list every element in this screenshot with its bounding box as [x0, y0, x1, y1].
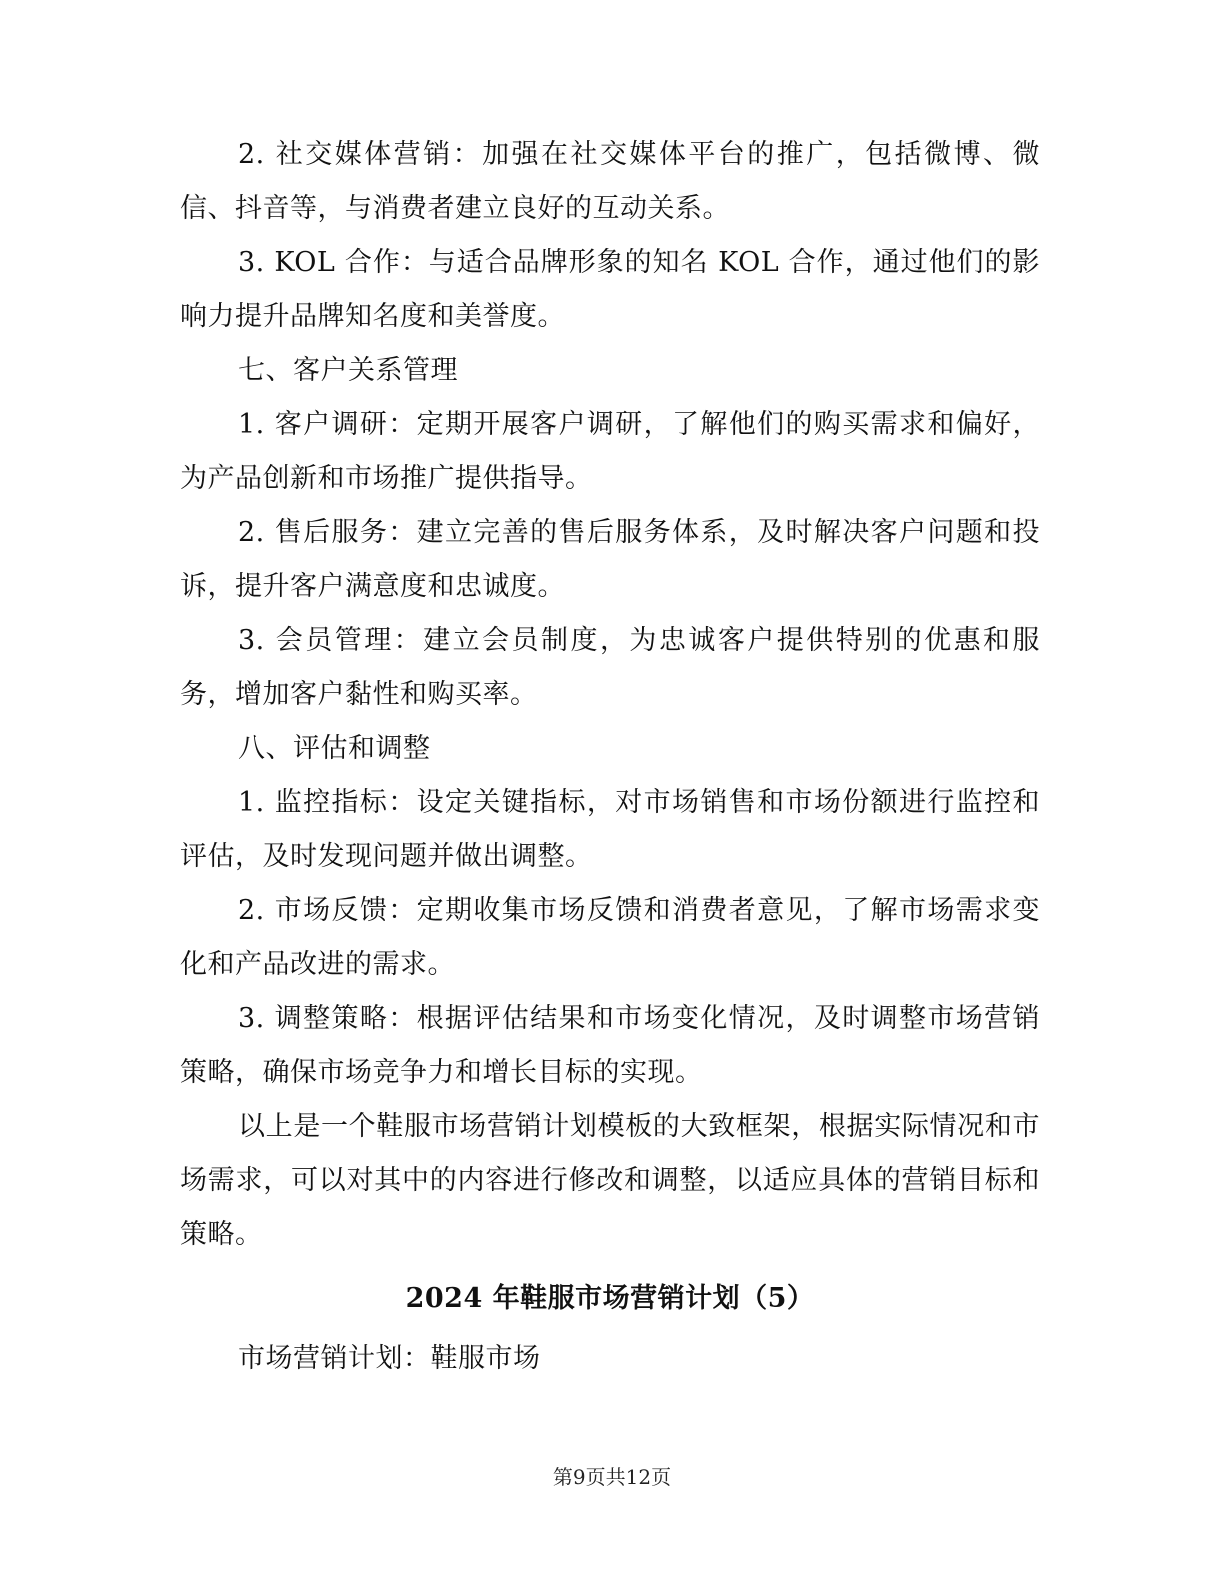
paragraph-social-media: 2. 社交媒体营销：加强在社交媒体平台的推广，包括微博、微信、抖音等，与消费者建立良好的互动关系。: [180, 139, 1040, 224]
section-subtitle: 市场营销计划：鞋服市场: [238, 1343, 541, 1374]
paragraph-monitoring: 1. 监控指标：设定关键指标，对市场销售和市场份额进行监控和评估，及时发现问题并做出调整。: [180, 787, 1040, 872]
page-number: 第9页共12页: [552, 1465, 672, 1489]
paragraph-customer-research: 1. 客户调研：定期开展客户调研，了解他们的购买需求和偏好，为产品创新和市场推广提供指导。: [180, 409, 1040, 494]
document-body: [180, 128, 1040, 1386]
paragraph-kol: 3. KOL 合作：与适合品牌形象的知名 KOL 合作，通过他们的影响力提升品牌知名度和美誉度。: [180, 247, 1040, 332]
paragraph-adjust-strategy: 3. 调整策略：根据评估结果和市场变化情况，及时调整市场营销策略，确保市场竞争力和增长目标的实现。: [180, 1003, 1040, 1088]
section-title: 2024 年鞋服市场营销计划（5）: [405, 1283, 815, 1314]
paragraph-feedback: 2. 市场反馈：定期收集市场反馈和消费者意见，了解市场需求变化和产品改进的需求。: [180, 895, 1040, 980]
paragraph-summary: 以上是一个鞋服市场营销计划模板的大致框架，根据实际情况和市场需求，可以对其中的内容进行修改和调整，以适应具体的营销目标和策略。: [180, 1111, 1040, 1250]
heading-customer-relations: 七、客户关系管理: [238, 355, 458, 386]
paragraph-after-sales: 2. 售后服务：建立完善的售后服务体系，及时解决客户问题和投诉，提升客户满意度和忠诚度。: [180, 517, 1040, 602]
heading-evaluation: 八、评估和调整: [238, 733, 431, 764]
paragraph-membership: 3. 会员管理：建立会员制度，为忠诚客户提供特别的优惠和服务，增加客户黏性和购买率。: [180, 625, 1040, 710]
